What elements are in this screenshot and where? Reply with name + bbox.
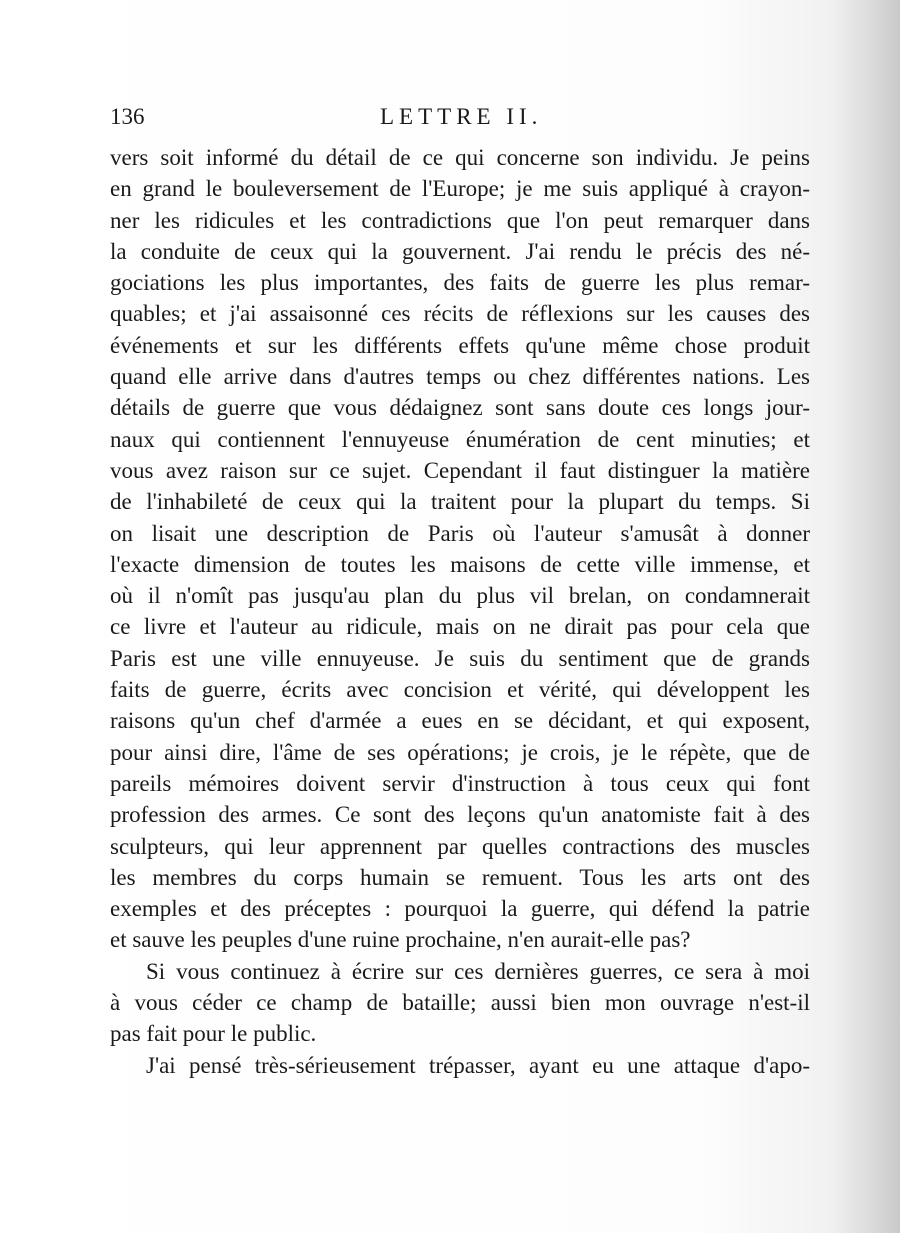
text-line: quables; et j'ai assaisonné ces récits de réflexions sur les causes des (110, 301, 810, 327)
text-line: ce livre et l'auteur au ridicule, mais on ne dirait pas pour cela que (110, 614, 810, 640)
text-line: on lisait une description de Paris où l'auteur s'amusât à donner (110, 520, 810, 546)
text-line: de l'inhabileté de ceux qui la traitent pour la plupart du temps. Si (110, 489, 810, 515)
text-line: Si vous continuez à écrire sur ces dernières guerres, ce sera à moi (146, 958, 810, 984)
text-line: pareils mémoires doivent servir d'instruction à tous ceux qui font (110, 770, 810, 796)
text-line: exemples et des préceptes : pourquoi la guerre, qui défend la patrie (110, 896, 810, 922)
page-number: 136 (110, 104, 145, 129)
text-line: profession des armes. Ce sont des leçons qu'un anatomiste fait à des (110, 802, 810, 828)
text-line: où il n'omît pas jusqu'au plan du plus vil brelan, on condamnerait (110, 583, 810, 609)
text-line: vous avez raison sur ce sujet. Cependant il faut distinguer la matière (110, 457, 810, 483)
text-line: pour ainsi dire, l'âme de ses opérations; je crois, je le répète, que de (110, 739, 810, 765)
text-line: en grand le bouleversement de l'Europe; je me suis appliqué à crayon- (110, 176, 810, 202)
text-line: ner les ridicules et les contradictions que l'on peut remarquer dans (110, 207, 810, 233)
text-line: pas fait pour le public. (110, 1021, 317, 1047)
text-line: faits de guerre, écrits avec concision et vérité, qui développent les (110, 677, 810, 703)
text-line: naux qui contiennent l'ennuyeuse énumération de cent minuties; et (110, 426, 810, 452)
text-line: quand elle arrive dans d'autres temps ou chez différentes nations. Les (110, 364, 810, 390)
text-line: les membres du corps humain se remuent. Tous les arts ont des (110, 864, 810, 890)
page-title: LETTRE II. (380, 104, 543, 129)
body-text (110, 142, 810, 1081)
text-line: J'ai pensé très-sérieusement trépasser, ayant eu une attaque d'apo- (146, 1052, 810, 1078)
text-line: sculpteurs, qui leur apprennent par quelles contractions des muscles (110, 833, 810, 859)
text-line: Paris est une ville ennuyeuse. Je suis du sentiment que de grands (110, 645, 810, 671)
text-line: raisons qu'un chef d'armée a eues en se décidant, et qui exposent, (110, 708, 810, 734)
text-line: événements et sur les différents effets qu'une même chose produit (110, 332, 810, 358)
text-line: la conduite de ceux qui la gouvernent. J'ai rendu le précis des né- (110, 238, 810, 264)
running-head (110, 100, 810, 134)
text-line: détails de guerre que vous dédaignez sont sans doute ces longs jour- (110, 395, 810, 421)
text-line: l'exacte dimension de toutes les maisons de cette ville immense, et (110, 551, 810, 577)
text-line: et sauve les peuples d'une ruine prochaine, n'en aurait-elle pas? (110, 927, 691, 953)
text-line: gociations les plus importantes, des faits de guerre les plus remar- (110, 270, 810, 296)
text-line: vers soit informé du détail de ce qui concerne son individu. Je peins (110, 145, 810, 170)
text-line: à vous céder ce champ de bataille; aussi bien mon ouvrage n'est-il (110, 990, 810, 1016)
